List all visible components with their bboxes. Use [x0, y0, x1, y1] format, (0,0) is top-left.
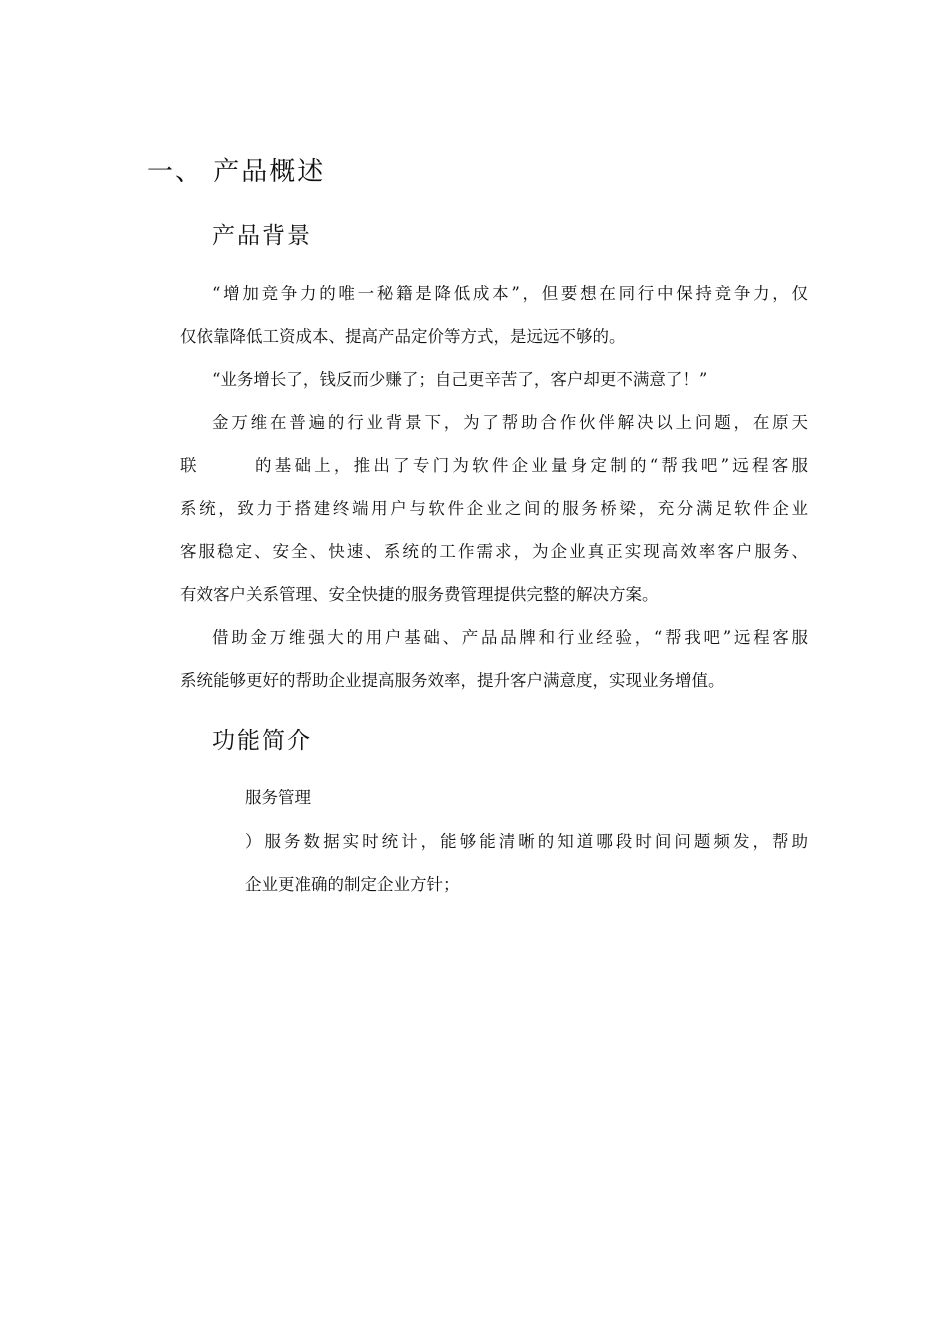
text-line: 金万维在普遍的行业背景下，为了帮助合作伙伴解决以上问题，在原天 — [212, 413, 808, 432]
text-line: ）服务数据实时统计，能够能清晰的知道哪段时间问题频发，帮助 — [245, 832, 808, 851]
chapter-heading: 一、 产品概述 — [147, 157, 326, 187]
text-line: 企业更准确的制定企业方针； — [245, 875, 460, 894]
text-fragment: 联 — [180, 456, 200, 475]
text-line: 系统，致力于搭建终端用户与软件企业之间的服务桥梁，充分满足软件企业 — [180, 499, 808, 518]
text-line: “业务增长了，钱反而少赚了；自己更辛苦了，客户却更不满意了！” — [212, 370, 708, 389]
paragraph — [180, 358, 808, 401]
text-line: 借助金万维强大的用户基础、产品品牌和行业经验，“帮我吧”远程客服 — [212, 628, 808, 647]
text-line: 有效客户关系管理、安全快捷的服务费管理提供完整的解决方案。 — [180, 585, 659, 604]
paragraph — [180, 272, 808, 358]
text-line: 系统能够更好的帮助企业提高服务效率，提升客户满意度，实现业务增值。 — [180, 671, 725, 690]
text-fragment: 的基础上，推出了专门为软件企业量身定制的“帮我吧”远程客服 — [251, 456, 808, 475]
text-line: “增加竞争力的唯一秘籍是降低成本”，但要想在同行中保持竞争力，仅 — [212, 284, 808, 303]
paragraph — [180, 616, 808, 702]
text-line: 仅依靠降低工资成本、提高产品定价等方式，是远远不够的。 — [180, 327, 626, 346]
text-line: 客服稳定、安全、快速、系统的工作需求，为企业真正实现高效率客户服务、 — [180, 542, 808, 561]
background-body — [180, 272, 808, 702]
subsection-title: 服务管理 — [245, 788, 311, 807]
section-title-features: 功能简介 — [212, 728, 312, 754]
text-line-split — [180, 444, 808, 487]
section-title-background: 产品背景 — [212, 223, 312, 249]
feature-list-item — [245, 820, 808, 906]
paragraph — [180, 401, 808, 616]
